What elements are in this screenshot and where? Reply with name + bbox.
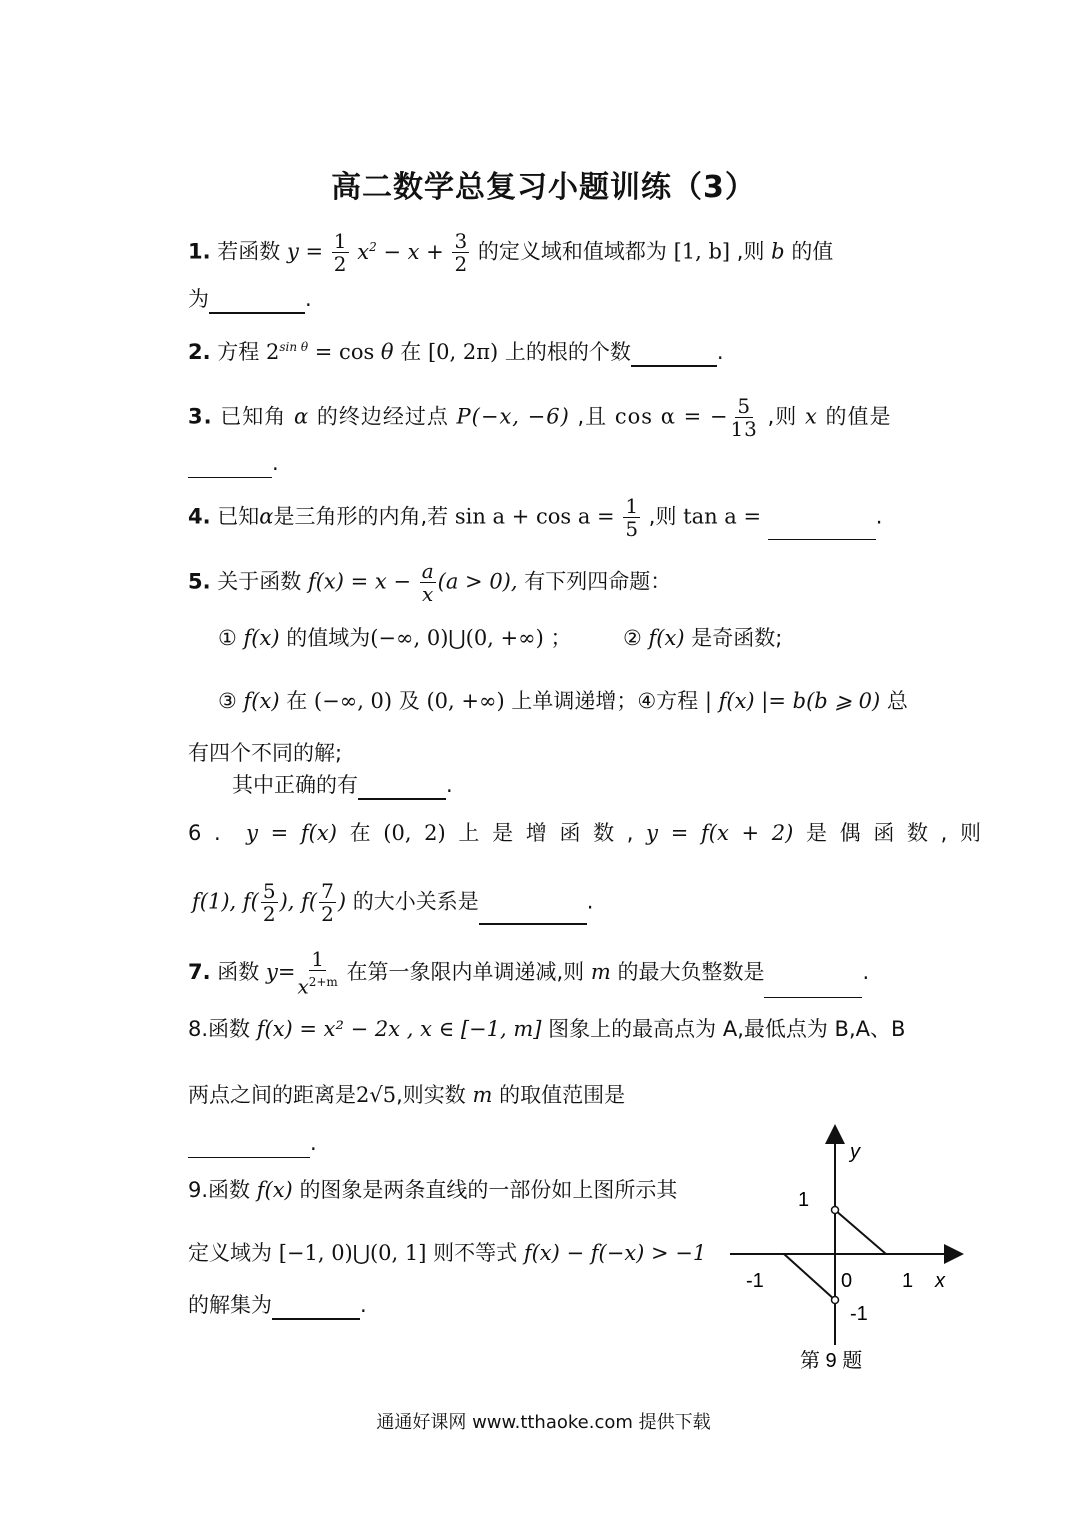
tick-label-x-1: 1 [902,1270,914,1292]
formula-y: y = [286,239,324,264]
text: 上的根的个数 [504,340,631,364]
formula: m [590,959,611,984]
formula: f(x) [648,626,685,650]
question-number: 7. [188,959,211,984]
formula: sin a + cos a = [454,504,615,529]
fraction: $\frac{1}{5}$ [625,494,639,541]
fraction: $\frac{7}{2}$ [321,879,334,926]
page-title: 高二数学总复习小题训练（3） [331,170,756,205]
open-point-top [832,1207,839,1214]
formula: ) [337,889,347,914]
text: ① [218,626,237,650]
formula: $x^2 - x$ + [357,239,444,264]
tick-label-y-1: 1 [798,1189,810,1211]
tick-label-origin: 0 [841,1270,853,1292]
formula: f(x) [243,626,280,650]
text: 的取值范围是 [499,1083,626,1107]
text: . [446,773,453,797]
formula: | f(x) |= b(b ⩾ 0) [704,689,881,713]
figure-caption: 第 9 题 [800,1350,863,1372]
text: . [862,959,870,984]
text: 在 [286,689,308,713]
open-point-bottom [832,1297,839,1304]
text: ② [623,626,642,650]
formula: m [472,1083,493,1107]
formula: α [259,504,274,529]
text: 函数 [217,959,260,984]
formula: x [804,404,818,429]
question-number: 1. [188,239,211,264]
text: 关于函数 [217,569,302,594]
formula: f(x) [243,689,280,713]
fraction: $\frac{1}{2}$ [333,229,347,276]
question-number: 5. [188,569,211,594]
formula: y = f(x) [246,821,337,845]
text: 上单调递增；④方程 [511,689,699,713]
formula: (−∞, 0) [313,689,393,713]
text: 上 是 增 函 数 , [458,821,634,845]
text: 的最大负整数是 [617,959,765,984]
formula: f(x) = x − [307,569,412,594]
question-number: 3. [188,404,213,429]
y-axis-label: y [850,1141,860,1163]
formula: f(x) = x² − 2x , x ∈ [−1, m] [256,1017,542,1041]
text: 是奇函数; [691,626,783,650]
text: . [305,287,312,311]
text: 两点之间的距离是 [188,1083,356,1107]
tick-label-y-neg1: -1 [850,1303,868,1325]
text: 总 [886,689,908,713]
graph-segment-left [784,1254,835,1300]
text: 的图象是两条直线的一部份如上图所示其 [299,1178,678,1202]
fraction: $\frac{3}{2}$ [454,229,468,276]
formula: b [771,239,785,264]
text: 为 [188,287,209,311]
tick-label-x-neg1: -1 [746,1270,764,1292]
formula: cos α = − [614,404,729,429]
text: 是 偶 函 数 , 则 [805,821,982,845]
text: 的解集为 [188,1293,272,1317]
fraction: $\frac{5}{2}$ [262,879,276,926]
formula: [−1, 0)⋃(0, 1] [278,1241,427,1265]
text: 图象上的最高点为 A,最低点为 B,A、B [548,1017,906,1041]
question-number: 2. [188,340,211,364]
formula: f(x) [256,1178,293,1202]
text: . [875,504,883,529]
formula: (a > 0), [437,569,518,594]
formula: (0, +∞) [426,689,505,713]
formula: ), f( [279,889,318,914]
text: 有下列四命题： [524,569,672,594]
formula: (0, 2) [383,821,446,845]
text: 函数 [208,1017,251,1041]
formula: (−∞, 0)⋃(0, +∞) [370,626,544,650]
text: 定义域为 [188,1241,272,1265]
text: 的大小关系是 [352,889,479,914]
question-number: 6 . [188,821,221,845]
formula: tan a = [683,504,762,529]
text: 在 [400,340,422,364]
text: 若函数 [217,239,281,264]
text: 函数 [208,1178,251,1202]
formula: α [293,404,310,429]
formula: y= [265,959,296,984]
text: 方程 [217,340,260,364]
text: . [360,1293,367,1317]
formula: f(x) − f(−x) > −1 [523,1241,707,1265]
text: ,则实数 [396,1083,466,1107]
text: . [272,451,279,475]
text: 已知 [217,504,260,529]
text: . [310,1131,317,1155]
text: 的定义域和值域都为 [477,239,667,264]
text: 则不等式 [433,1241,518,1265]
text: 在 [349,821,371,845]
question-number: 4. [188,504,211,529]
formula: y = f(x + 2) [646,821,794,845]
text: ,且 [577,404,608,429]
fraction: $\frac{5}{13}$ [730,394,758,441]
footer-credit: 通通好课网 www.tthaoke.com 提供下载 [376,1412,711,1433]
formula: [0, 2π) [427,340,499,364]
text: ,则 [736,239,765,264]
text: 在第一象限内单调递减,则 [346,959,585,984]
text: ③ [218,689,237,713]
question-number: 9. [188,1178,209,1202]
formula: $2^{sin \theta} = \cos \theta$ [265,340,394,364]
formula: [1, b] [673,239,731,264]
text: 有四个不同的解; [188,741,343,765]
formula: 2√5 [356,1083,397,1107]
question-number: 8. [188,1017,209,1041]
fraction: $\frac{a}{x}$ [421,559,434,606]
text: . [716,340,724,364]
formula: f(1), f( [192,889,259,914]
text: 的值域为 [286,626,371,650]
x-axis-label: x [935,1270,945,1292]
text: ； [550,626,572,650]
graph-segment-right [835,1210,886,1254]
text: ,则 [648,504,677,529]
text: . [586,889,594,914]
text: 的值 [791,239,834,264]
fraction: $\frac{1}{x^{2+m}}$ [297,947,338,999]
text: ,则 [767,404,798,429]
text: 是三角形的内角,若 [273,504,449,529]
text: 及 [398,689,420,713]
formula: P(−x, −6) [456,404,570,429]
text: 已知角 [220,404,287,429]
text: 的值是 [825,404,892,429]
text: 的终边经过点 [316,404,449,429]
text: 其中正确的有 [232,773,358,797]
